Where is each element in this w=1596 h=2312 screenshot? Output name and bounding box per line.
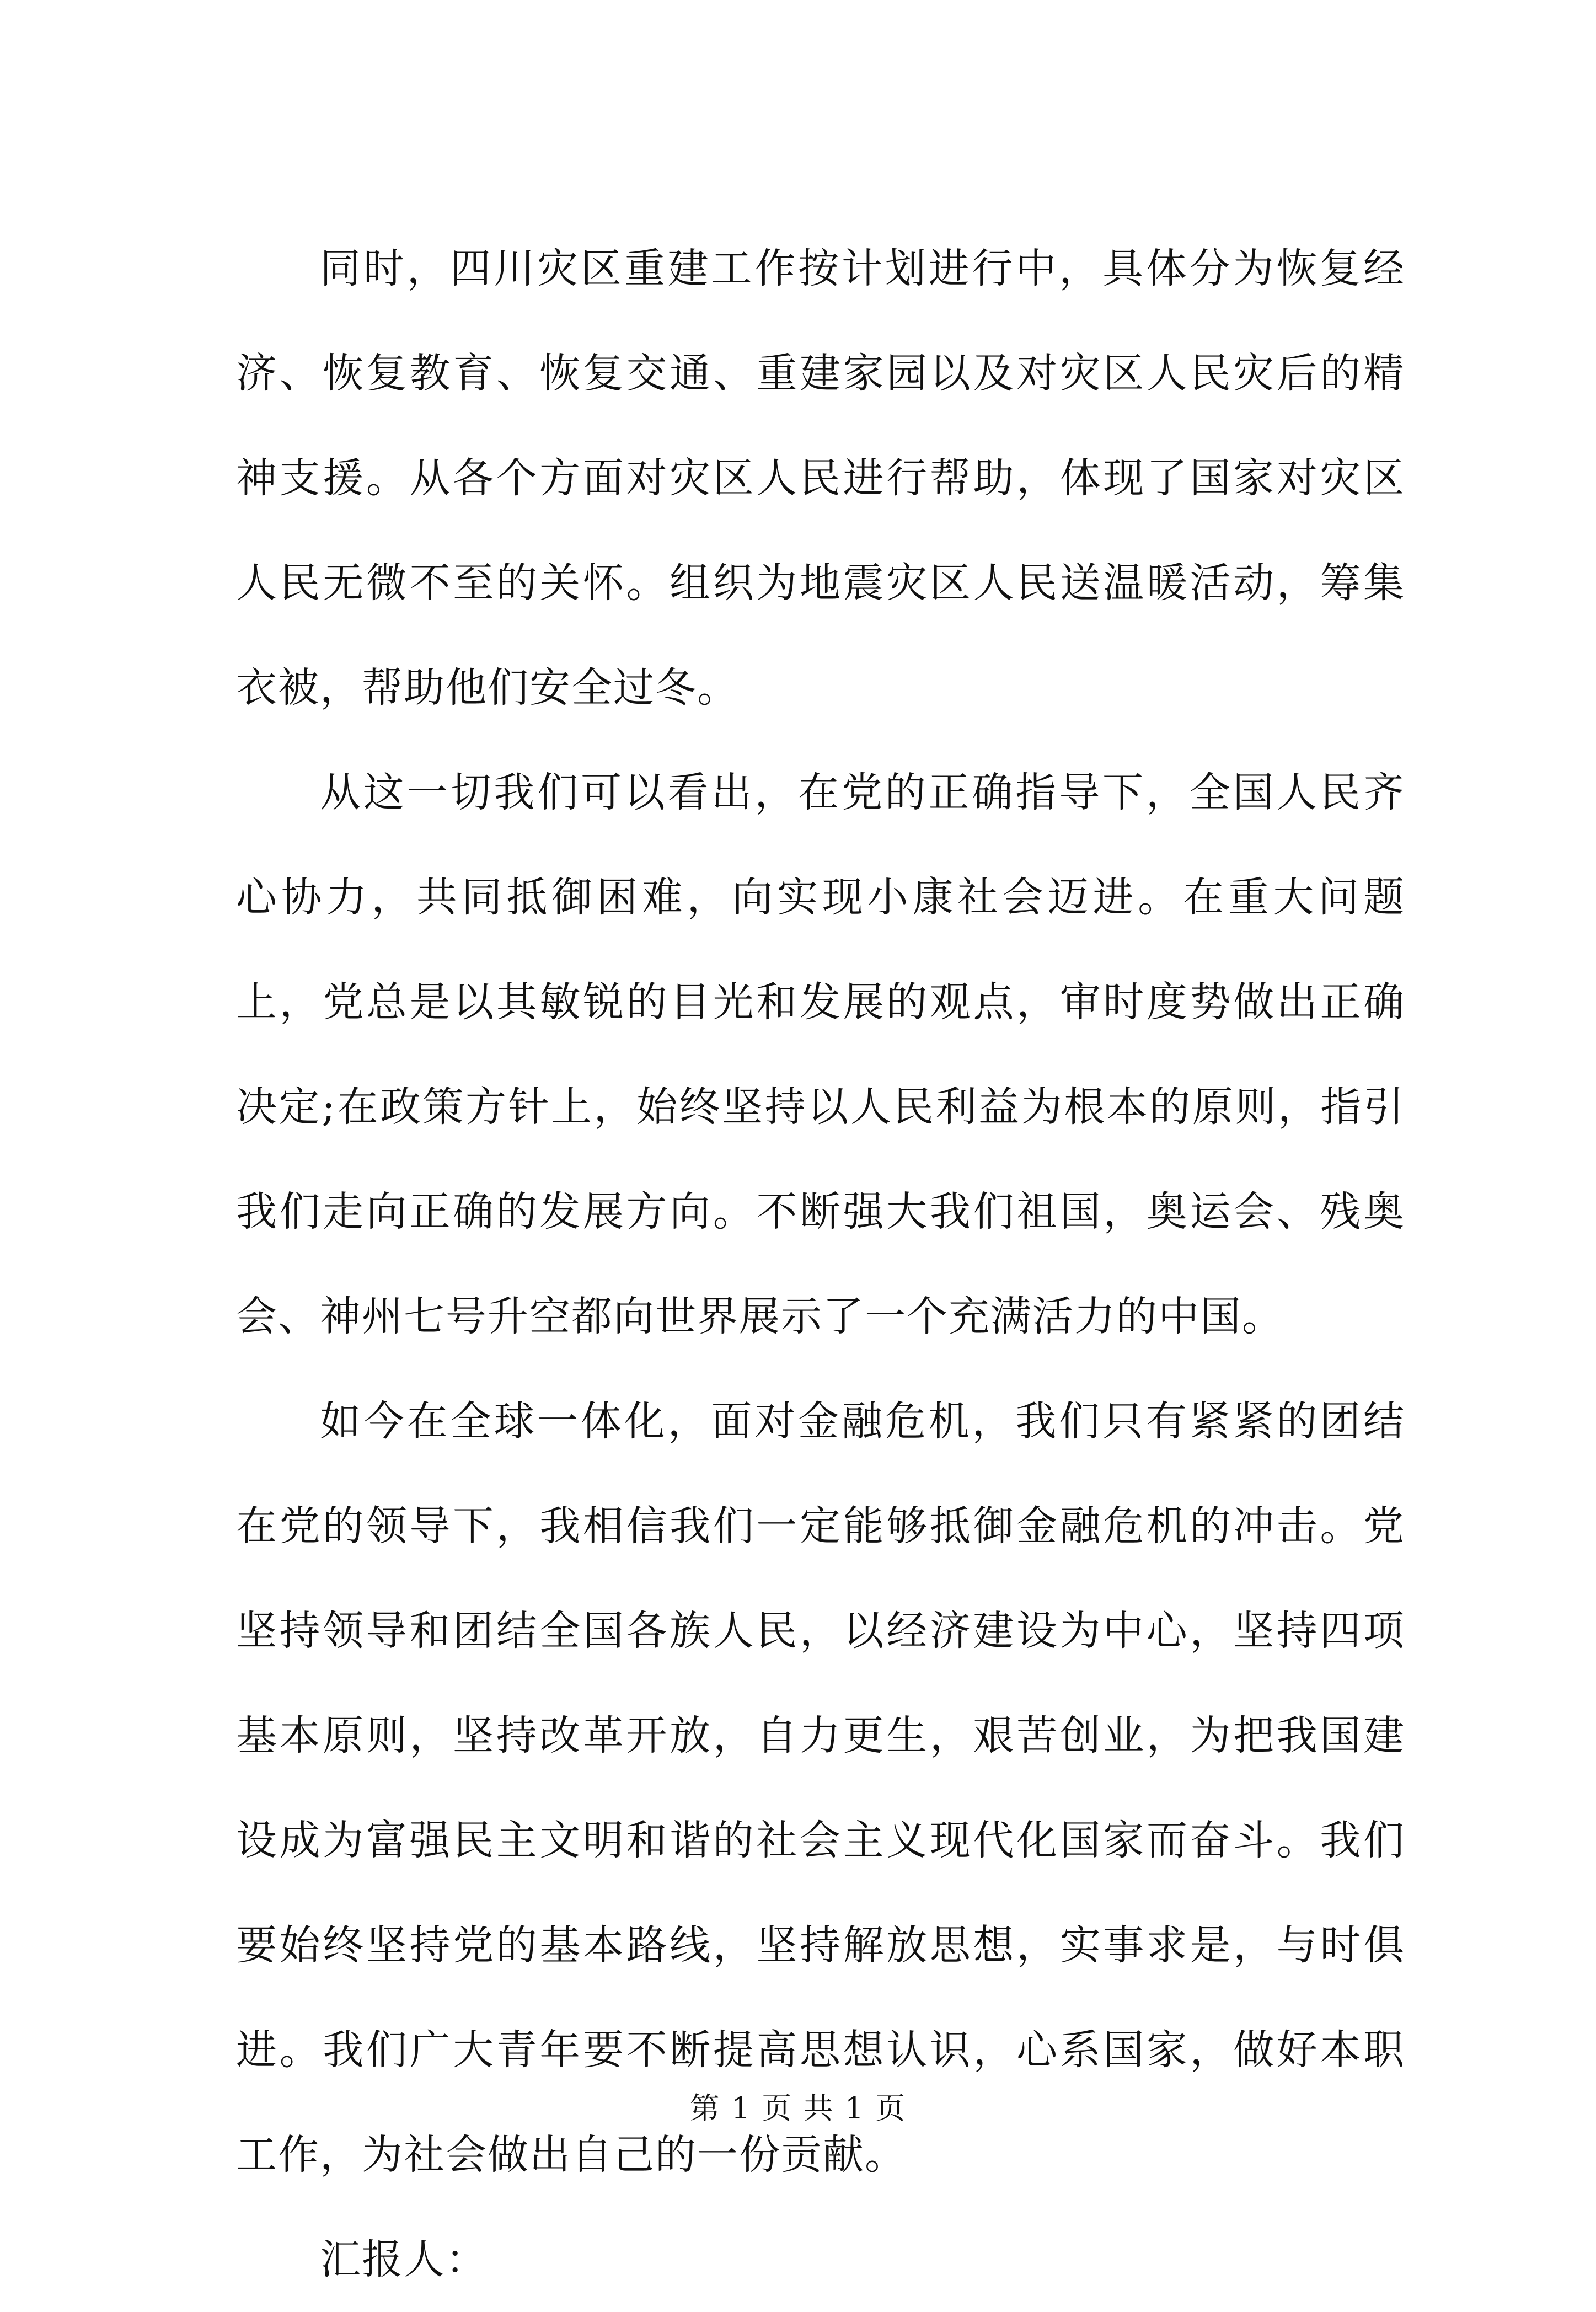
page-footer: 第 1 页 共 1 页 bbox=[689, 2091, 907, 2126]
paragraph-party-leadership: 从这一切我们可以看出，在党的正确指导下，全国人民齐心协力，共同抵御困难，向实现小康社会迈进。在重大问题上，党总是以其敏锐的目光和发展的观点，审时度势做出正确决定;在政策方针上，始终坚持以人民利益为根本的原则，指引我们走向正确的发展方向。不断强大我们祖国，奥运会、残奥会、神州七号升空都向世界展示了一个充满活力的中国。 bbox=[236, 769, 1405, 1340]
reporter-label: 汇报人： bbox=[320, 2236, 488, 2283]
document-body bbox=[236, 216, 1405, 2312]
paragraph-financial-crisis: 如今在全球一体化，面对金融危机，我们只有紧紧的团结在党的领导下，我相信我们一定能够抵御金融危机的冲击。党坚持领导和团结全国各族人民，以经济建设为中心，坚持四项基本原则，坚持改革开放，自力更生，艰苦创业，为把我国建设成为富强民主文明和谐的社会主义现代化国家而奋斗。我们要始终坚持党的基本路线，坚持解放思想，实事求是，与时俱进。我们广大青年要不断提高思想认识，心系国家，做好本职工作，为社会做出自己的一份贡献。 bbox=[236, 1398, 1405, 2179]
paragraph-reconstruction: 同时，四川灾区重建工作按计划进行中，具体分为恢复经济、恢复教育、恢复交通、重建家园以及对灾区人民灾后的精神支援。从各个方面对灾区人民进行帮助，体现了国家对灾区人民无微不至的关怀。组织为地震灾区人民送温暖活动，筹集衣被，帮助他们安全过冬。 bbox=[236, 245, 1405, 711]
